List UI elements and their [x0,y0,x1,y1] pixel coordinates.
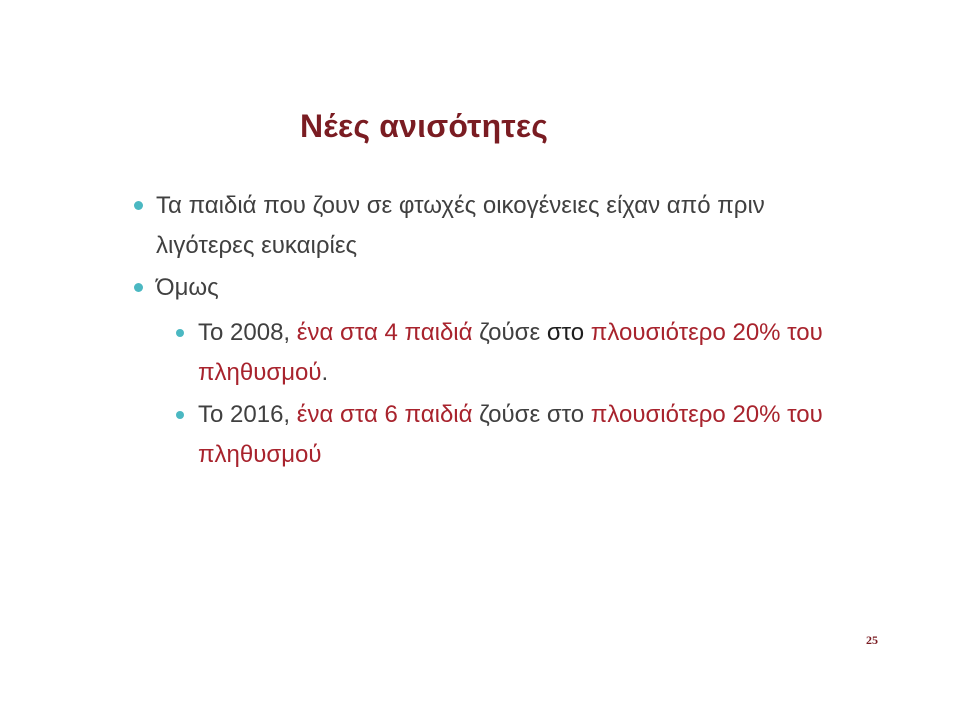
highlighted-text: ένα στα 6 παιδιά [296,401,473,428]
bullet-icon [134,283,143,292]
sub-bullet-item-1 [198,313,878,393]
slide-title: Νέες ανισότητες [300,108,549,144]
page-number: 25 [866,633,878,647]
sub-bullet-text [198,401,823,468]
text-segment: Το 2016, [198,401,297,428]
highlighted-text: ένα στα 4 παιδιά [296,319,473,346]
text-segment: Το 2008, [198,319,297,346]
sub-bullet-text [198,319,823,386]
bullet-icon [176,411,184,419]
bullet-icon [176,329,184,337]
text-segment: ζούσε στο [472,401,591,428]
bullet-text: Όμως [156,274,219,301]
text-segment: στο [546,319,585,346]
sub-bullet-item-2 [198,395,878,475]
bullet-icon [134,201,143,210]
bullet-item-2 [156,268,856,308]
bullet-text: Τα παιδιά που ζουν σε φτωχές οικογένειες είχαν από πριν λιγότερες ευκαιρίες [156,192,765,259]
text-segment [584,319,591,346]
highlighted-text: πλουσιότερο 20% του πληθυσμού [198,319,823,386]
highlighted-text: πλουσιότερο 20% του πληθυσμού [198,401,823,468]
text-segment: . [321,359,329,386]
bullet-item-1 [156,186,856,266]
text-segment: ζούσε [472,319,547,346]
